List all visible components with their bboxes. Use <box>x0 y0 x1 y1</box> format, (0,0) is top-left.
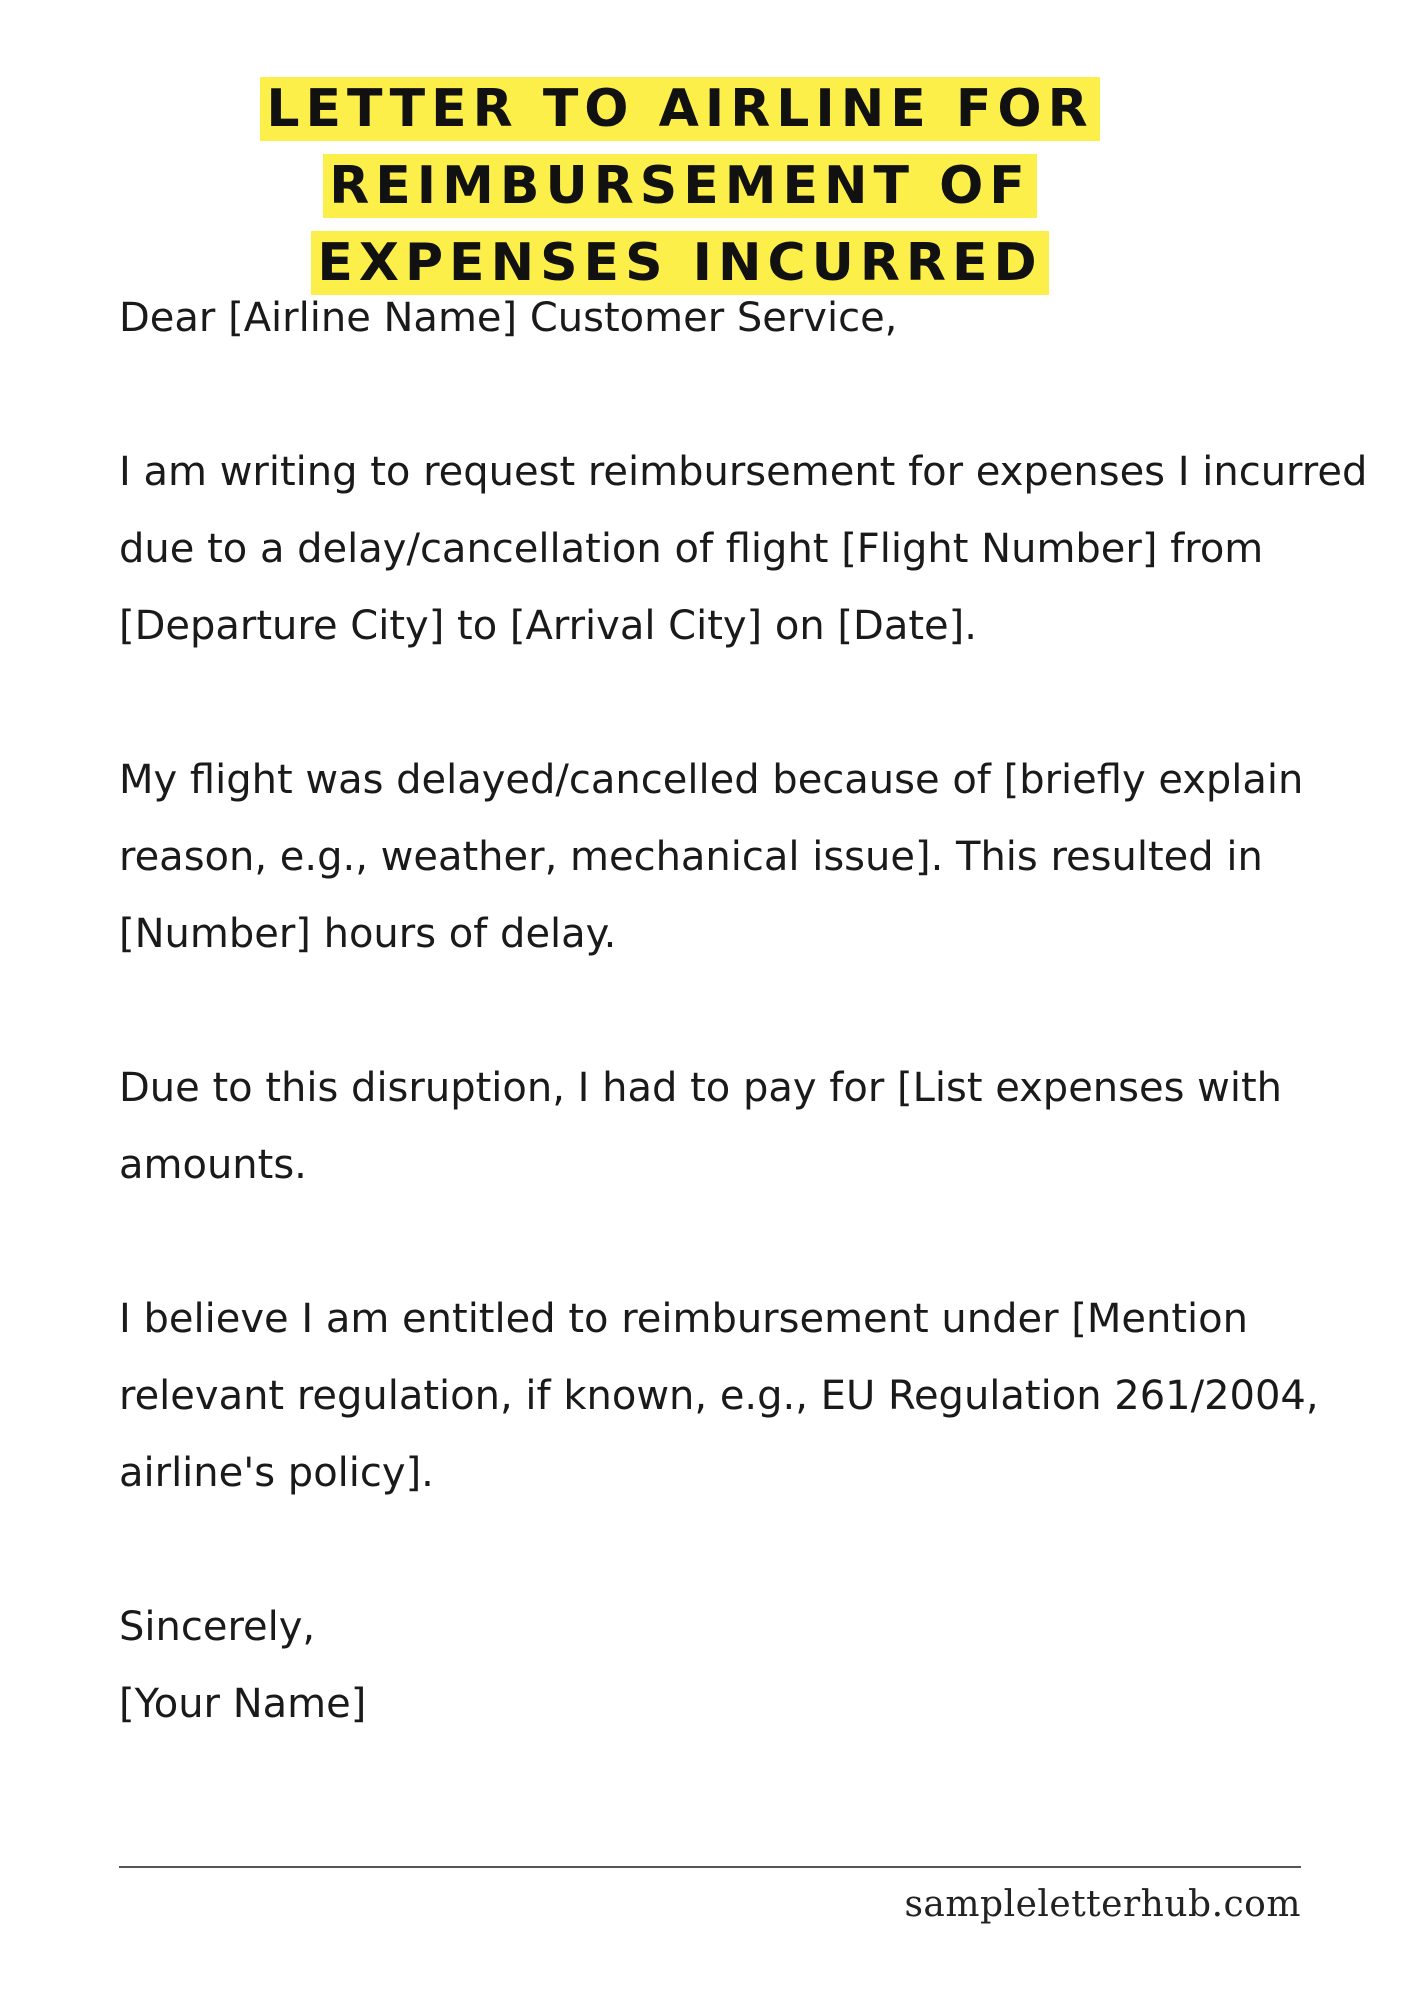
salutation: Dear [Airline Name] Customer Service, <box>119 295 898 341</box>
letter-body <box>119 280 1369 1743</box>
paragraph-expenses: Due to this disruption, I had to pay for [List expenses with amounts. <box>119 1065 1283 1188</box>
footer-website: sampleletterhub.com <box>904 1884 1301 1925</box>
page-title <box>140 71 1220 302</box>
paragraph-entitlement: I believe I am entitled to reimbursement under [Mention relevant regulation, if known, e.g., EU Regulation 261/2004, airline's policy]. <box>119 1296 1319 1496</box>
paragraph-request: I am writing to request reimbursement for expenses I incurred due to a delay/cancellation of flight [Flight Number] from [Departure City] to [Arrival City] on [Date]. <box>119 449 1368 649</box>
footer-divider <box>119 1866 1301 1868</box>
title-highlight: LETTER TO AIRLINE FOR REIMBURSEMENT OF EXPENSES INCURRED <box>260 77 1099 295</box>
closing: Sincerely, <box>119 1604 316 1650</box>
signature-name: [Your Name] <box>119 1681 367 1727</box>
paragraph-reason: My flight was delayed/cancelled because of [briefly explain reason, e.g., weather, mechanical issue]. This resulted in [Number] hours of delay. <box>119 757 1304 957</box>
